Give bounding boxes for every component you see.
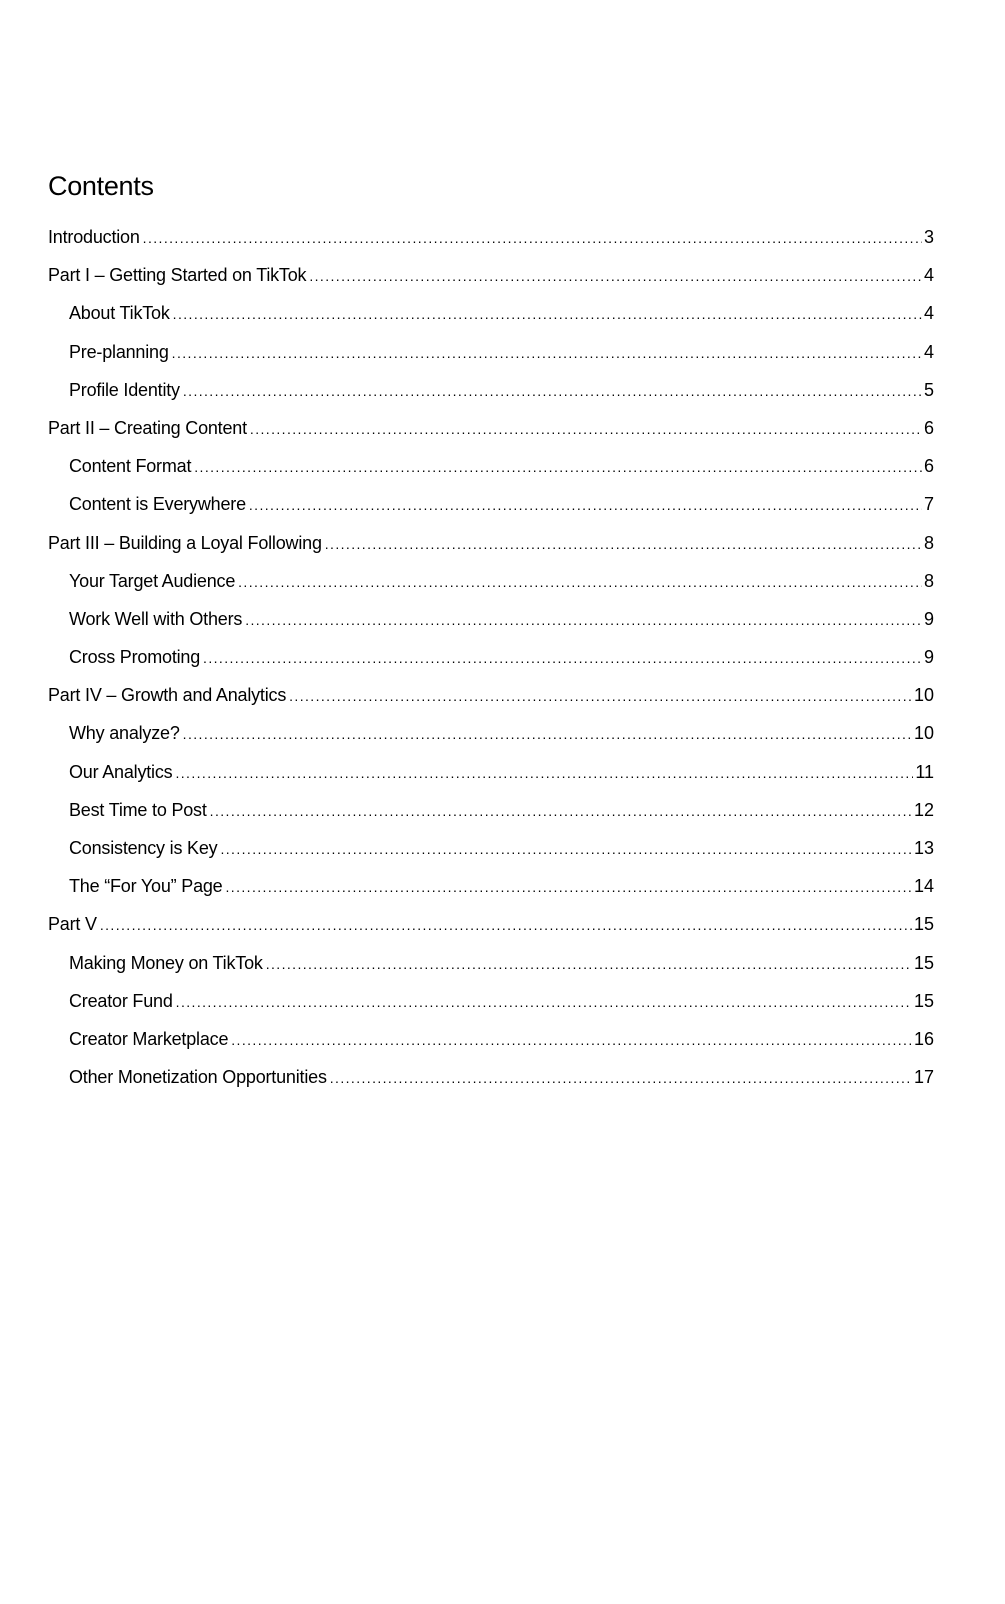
toc-entry[interactable] — [48, 373, 934, 411]
toc-entry-label: Making Money on TikTok — [69, 952, 263, 973]
toc-page-number: 11 — [915, 761, 934, 782]
toc-dot-leader — [309, 259, 922, 293]
toc-dot-leader — [238, 565, 922, 599]
toc-entry-label: Work Well with Others — [69, 608, 243, 629]
toc-page-number: 4 — [923, 303, 934, 324]
toc-entry[interactable] — [48, 1060, 934, 1098]
toc-entry[interactable] — [48, 869, 934, 907]
toc-entry-label: Why analyze? — [69, 723, 180, 744]
toc-dot-leader — [210, 794, 912, 828]
toc-page-number: 15 — [913, 914, 934, 935]
toc-dot-leader — [143, 221, 922, 255]
toc-entry[interactable] — [48, 907, 934, 945]
toc-entry[interactable] — [48, 793, 934, 831]
toc-entry[interactable] — [48, 487, 934, 525]
toc-page-number: 3 — [923, 227, 934, 247]
toc-dot-leader — [194, 450, 922, 484]
toc-entry[interactable] — [48, 678, 934, 716]
toc-entry-label: Part IV – Growth and Analytics — [48, 685, 287, 706]
toc-entry-label: Content is Everywhere — [69, 494, 246, 515]
toc-entry-label: Part III – Building a Loyal Following — [48, 532, 322, 553]
toc-dot-leader — [100, 908, 912, 942]
toc-page-number: 7 — [923, 494, 934, 515]
toc-dot-leader — [183, 374, 922, 408]
toc-dot-leader — [175, 756, 913, 790]
toc-entry[interactable] — [48, 602, 934, 640]
toc-entry-label: Introduction — [48, 227, 140, 247]
toc-dot-leader — [183, 717, 912, 751]
toc-dot-leader — [325, 527, 922, 561]
toc-entry[interactable] — [48, 946, 934, 984]
toc-dot-leader — [172, 336, 922, 370]
toc-dot-leader — [289, 679, 912, 713]
toc-dot-leader — [249, 488, 922, 522]
toc-entry-label: Your Target Audience — [69, 570, 236, 591]
toc-entry-label: The “For You” Page — [69, 876, 223, 897]
toc-page-number: 6 — [923, 456, 934, 477]
toc-entry-label: Creator Marketplace — [69, 1028, 229, 1049]
toc-page-number: 16 — [913, 1028, 934, 1049]
toc-entry[interactable] — [48, 526, 934, 564]
toc-page-number: 6 — [923, 417, 934, 438]
toc-dot-leader — [203, 641, 922, 675]
toc-page-number: 17 — [913, 1067, 934, 1088]
toc-entry[interactable] — [48, 220, 934, 258]
toc-entry[interactable] — [48, 755, 934, 793]
toc-dot-leader — [231, 1023, 912, 1057]
toc-page-number: 15 — [913, 990, 934, 1011]
toc-page-number: 4 — [923, 265, 934, 286]
toc-entry-label: Creator Fund — [69, 990, 173, 1011]
toc-page-number: 9 — [923, 647, 934, 668]
toc-dot-leader — [250, 412, 922, 446]
toc-page-number: 5 — [923, 379, 934, 400]
toc-page-number: 4 — [923, 341, 934, 362]
toc-page-number: 10 — [913, 685, 934, 706]
toc-entry[interactable] — [48, 258, 934, 296]
toc-entry[interactable] — [48, 449, 934, 487]
toc-entry[interactable] — [48, 335, 934, 373]
toc-page-number: 8 — [923, 532, 934, 553]
toc-dot-leader — [176, 985, 912, 1019]
toc-entry-label: Part V — [48, 914, 97, 935]
toc-entry-label: Other Monetization Opportunities — [69, 1067, 327, 1088]
toc-entry[interactable] — [48, 1022, 934, 1060]
toc-entry-label: Part I – Getting Started on TikTok — [48, 265, 307, 286]
toc-heading: Contents — [48, 171, 154, 201]
toc-dot-leader — [330, 1061, 912, 1095]
toc-page-number: 15 — [913, 952, 934, 973]
toc-entry-label: Part II – Creating Content — [48, 417, 247, 438]
toc-dot-leader — [266, 947, 912, 981]
toc-dot-leader — [226, 870, 912, 904]
toc-page-number: 13 — [913, 838, 934, 858]
toc-entry-label: Cross Promoting — [69, 647, 201, 668]
toc-dot-leader — [173, 297, 922, 331]
toc-page-number: 10 — [913, 723, 934, 744]
toc-dot-leader — [245, 603, 922, 637]
toc-entry-label: Profile Identity — [69, 379, 180, 400]
toc-page-number: 12 — [913, 799, 934, 820]
toc-entry-label: Consistency is Key — [69, 838, 218, 858]
toc-entry-label: Content Format — [69, 456, 192, 477]
toc-entry-label: About TikTok — [69, 303, 170, 324]
toc-entry[interactable] — [48, 640, 934, 678]
toc-page-number: 14 — [913, 876, 934, 897]
toc-entry-label: Best Time to Post — [69, 799, 207, 820]
toc-entry[interactable] — [48, 831, 934, 869]
toc-page-number: 9 — [923, 608, 934, 629]
toc-entry[interactable] — [48, 984, 934, 1022]
toc-page-number: 8 — [923, 570, 934, 591]
toc-entry[interactable] — [48, 296, 934, 334]
toc-entry-label: Our Analytics — [69, 761, 173, 782]
table-of-contents — [48, 220, 934, 1098]
toc-entry[interactable] — [48, 411, 934, 449]
toc-dot-leader — [220, 832, 912, 866]
toc-entry[interactable] — [48, 564, 934, 602]
toc-entry[interactable] — [48, 716, 934, 754]
toc-entry-label: Pre-planning — [69, 341, 169, 362]
